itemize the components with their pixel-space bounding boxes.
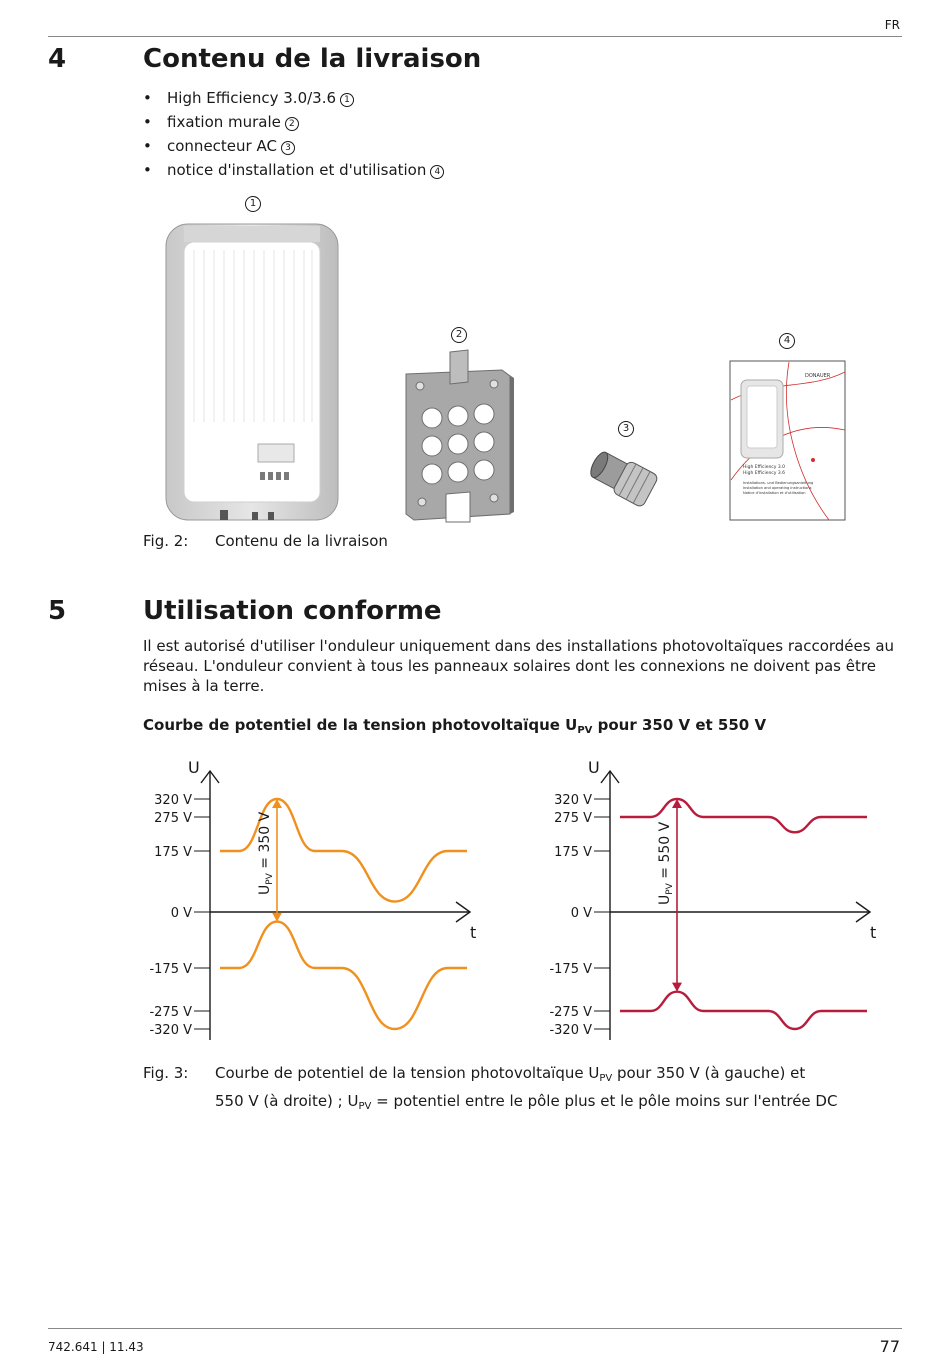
y-tick-label: -175 V xyxy=(149,962,192,977)
figure-text: Courbe de potentiel de la tension photovoltaïque $U_{PV}$ pour 350 V (à gauche) et 550 V (à droite) ; $U_{PV}$ = potentiel entre le pôle plus et le pôle moins sur l'entrée DC xyxy=(215,1064,838,1112)
y-tick-label: 275 V xyxy=(554,811,592,826)
callout-mark: 3 xyxy=(281,141,295,155)
y-axis-label: U xyxy=(188,758,200,777)
callout-2: 2 xyxy=(451,327,467,343)
list-item: • fixation murale 2 xyxy=(143,112,444,136)
upv-arrow-head xyxy=(672,983,682,992)
y-tick-label: -175 V xyxy=(549,962,592,977)
chart-550v xyxy=(530,755,890,1050)
chart-350v xyxy=(130,755,490,1050)
manual-line: Installations- und Bedienungsanleitung xyxy=(743,481,814,485)
section-5-title: Utilisation conforme xyxy=(143,596,442,626)
section-4-title: Contenu de la livraison xyxy=(143,44,482,74)
wall-bracket-image xyxy=(402,346,518,524)
y-tick-label: 175 V xyxy=(554,845,592,860)
y-tick-label: 275 V xyxy=(154,811,192,826)
page-number: 77 xyxy=(879,1337,900,1356)
y-tick-label: -275 V xyxy=(149,1005,192,1020)
x-axis-label: t xyxy=(470,923,477,942)
manual-brand: DONAUER xyxy=(805,373,831,379)
figure-text: Contenu de la livraison xyxy=(215,532,388,550)
callout-3: 3 xyxy=(618,421,634,437)
list-item: • notice d'installation et d'utilisation 4 xyxy=(143,160,444,184)
series-line-2 xyxy=(220,922,467,1029)
manual-image xyxy=(729,360,847,522)
callout-mark: 4 xyxy=(430,165,444,179)
y-tick-label: -320 V xyxy=(549,1023,592,1038)
y-tick-label: 320 V xyxy=(154,793,192,808)
manual-line: Installation and operating instructions xyxy=(743,486,812,490)
section-5-number: 5 xyxy=(48,596,67,626)
list-item: • High Efficiency 3.0/3.6 1 xyxy=(143,88,444,112)
callout-mark: 2 xyxy=(285,117,299,131)
manual-line: High Efficiency 3.0 xyxy=(743,465,786,470)
inverter-image xyxy=(160,222,342,522)
y-tick-label: 175 V xyxy=(154,845,192,860)
figure-label: Fig. 3: xyxy=(143,1064,189,1082)
figure-label: Fig. 2: xyxy=(143,532,189,550)
series-line-2 xyxy=(620,992,867,1029)
callout-4: 4 xyxy=(779,333,795,349)
callout-1: 1 xyxy=(245,196,261,212)
footer-rule xyxy=(48,1328,902,1329)
y-tick-label: 0 V xyxy=(170,906,192,921)
header-rule xyxy=(48,36,902,37)
body-paragraph: Il est autorisé d'utiliser l'onduleur uniquement dans des installations photovoltaïques raccordées au réseau. L'onduleur convient à tous les panneaux solaires dont les connexions ne doivent pas être mises à la terre. xyxy=(143,637,895,695)
upv-arrow-head xyxy=(272,913,282,922)
y-axis-label: U xyxy=(588,758,600,777)
manual-line: Notice d'installation et d'utilisation xyxy=(743,491,806,495)
y-tick-label: -275 V xyxy=(549,1005,592,1020)
ac-connector-image xyxy=(584,442,664,514)
y-tick-label: -320 V xyxy=(149,1023,192,1038)
y-tick-label: 320 V xyxy=(554,793,592,808)
y-tick-label: 0 V xyxy=(570,906,592,921)
upv-label: $U_{PV} = 550$ V xyxy=(657,821,675,905)
document-number: 742.641 | 11.43 xyxy=(48,1340,144,1354)
manual-line: High Efficiency 3.6 xyxy=(743,471,786,476)
delivery-list xyxy=(143,88,444,184)
callout-mark: 1 xyxy=(340,93,354,107)
x-axis-label: t xyxy=(870,923,877,942)
chart-heading: Courbe de potentiel de la tension photovoltaïque $U_{PV}$ pour 350 V et 550 V xyxy=(143,716,767,736)
language-label: FR xyxy=(884,18,900,32)
section-4-number: 4 xyxy=(48,44,67,74)
upv-label: $U_{PV} = 350$ V xyxy=(257,811,275,895)
list-item: • connecteur AC 3 xyxy=(143,136,444,160)
